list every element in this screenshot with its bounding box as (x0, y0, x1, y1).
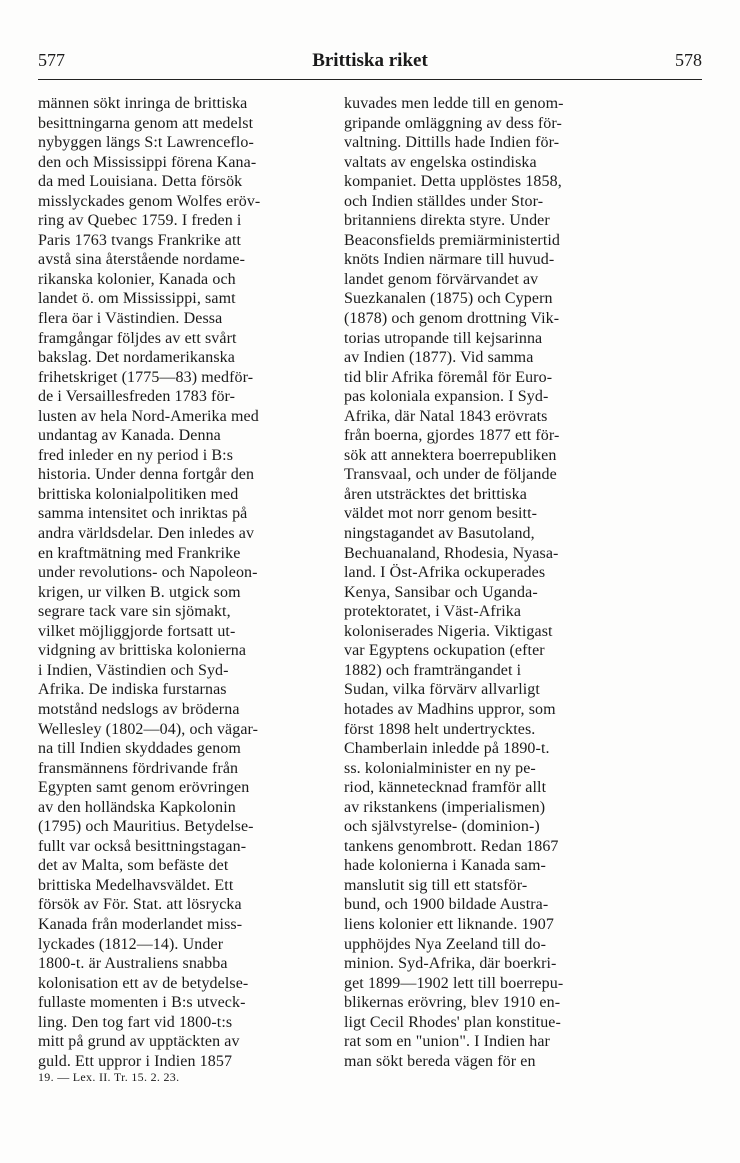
text-line: ring av Quebec 1759. I freden i (38, 212, 242, 230)
text-line: Transvaal, och under de följande (344, 466, 557, 484)
text-line: besittningarna genom att medelst (38, 114, 254, 132)
text-line: (1878) och genom drottning Vik- (344, 310, 560, 328)
text-line: Suezkanalen (1875) och Cypern (344, 290, 553, 308)
text-line: och Indien ställdes under Stor- (344, 192, 544, 210)
text-line: Chamberlain inledde på 1890-t. (344, 740, 550, 758)
running-title: Brittiska riket (312, 50, 428, 71)
text-line: av rikstankens (imperialismen) (344, 798, 546, 816)
text-line: Afrika, där Natal 1843 erövrats (344, 407, 548, 425)
text-line: tid blir Afrika föremål för Euro- (344, 368, 553, 386)
left-column (38, 94, 324, 1071)
text-line: avstå sina återstående nordame- (38, 251, 246, 269)
text-line: minion. Syd-Afrika, där boerkri- (344, 955, 557, 973)
text-line: en kraftmätning med Frankrike (38, 544, 241, 562)
text-line: lusten av hela Nord-Amerika med (38, 407, 259, 425)
text-line: segrare tack vare sin sjömakt, (38, 603, 231, 621)
text-line: gripande omläggning av dess för- (344, 114, 562, 132)
text-line: get 1899—1902 lett till boerrepu- (344, 974, 564, 992)
text-line: kompaniet. Detta upplöstes 1858, (344, 173, 562, 191)
text-line: 1882) och framträngandet i (344, 661, 522, 679)
text-line: fransmännens fördrivande från (38, 759, 239, 777)
text-line: framgångar följdes av ett svårt (38, 329, 237, 347)
text-line: kolonisation ett av de betydelse- (38, 974, 249, 992)
text-line: Bechuanaland, Rhodesia, Nyasa- (344, 544, 559, 562)
text-line: och självstyrelse- (dominion-) (344, 818, 540, 836)
text-line: historia. Under denna fortgår den (38, 466, 255, 484)
text-line: männen sökt inringa de brittiska (38, 95, 248, 112)
text-line: Sudan, vilka förvärv allvarligt (344, 681, 540, 699)
right-column (344, 94, 630, 1071)
text-line: (1795) och Mauritius. Betydelse- (38, 818, 254, 836)
text-line: frihetskriget (1775—83) medför- (38, 368, 254, 386)
text-line: ling. Den tog fart vid 1800-t:s (38, 1013, 233, 1031)
text-line: ligt Cecil Rhodes' plan konstitue- (344, 1013, 561, 1031)
text-line: tankens genombrott. Redan 1867 (344, 837, 559, 855)
text-line: andra världsdelar. Den inledes av (38, 525, 255, 543)
text-line: under revolutions- och Napoleon- (38, 564, 258, 582)
text-line: pas koloniala expansion. I Syd- (344, 388, 549, 406)
text-line: ningstagandet av Basutoland, (344, 525, 535, 543)
text-line: rikanska kolonier, Kanada och (38, 270, 236, 288)
text-line: undantag av Kanada. Denna (38, 427, 221, 445)
text-line: var Egyptens ockupation (efter (344, 642, 545, 660)
text-line: Afrika. De indiska furstarnas (38, 681, 227, 699)
text-line: fullt var också besittningstagan- (38, 837, 247, 855)
text-line: i Indien, Västindien och Syd- (38, 661, 229, 679)
page-header (38, 50, 702, 78)
text-line: mitt på grund av upptäckten av (38, 1033, 240, 1051)
text-line: fullaste momenten i B:s utveck- (38, 994, 246, 1012)
text-line: kuvades men ledde till en genom- (344, 95, 564, 112)
text-line: misslyckades genom Wolfes eröv- (38, 192, 261, 210)
text-line: åren utsträcktes det brittiska (344, 485, 527, 503)
text-line: liens kolonier ett liknande. 1907 (344, 915, 554, 933)
header-rule (38, 79, 702, 80)
text-line: av den holländska Kapkolonin (38, 798, 236, 816)
text-line: nybyggen längs S:t Lawrenceflo- (38, 134, 254, 152)
text-line: Egypten samt genom erövringen (38, 779, 250, 797)
text-line: hotades av Madhins uppror, som (344, 700, 556, 718)
text-line: av Indien (1877). Vid samma (344, 349, 534, 367)
page-number-right: 578 (675, 50, 702, 70)
text-line: samma intensitet och inriktas på (38, 505, 248, 523)
text-line: den och Mississippi förena Kana- (38, 153, 257, 171)
printer-signature: 19. — Lex. II. Tr. 15. 2. 23. (38, 1070, 180, 1084)
text-line: Kanada från moderlandet miss- (38, 915, 243, 933)
text-line: protektoratet, i Väst-Afrika (344, 603, 522, 621)
text-line: Wellesley (1802—04), och vägar- (38, 720, 259, 738)
text-line: motstånd nedslogs av bröderna (38, 700, 240, 718)
text-line: torias utropande till kejsarinna (344, 329, 543, 347)
text-line: sök att annektera boerrepubliken (344, 446, 557, 464)
text-line: det av Malta, som befäste det (38, 857, 229, 875)
text-line: försök av För. Stat. att lösrycka (38, 896, 242, 914)
text-line: Beaconsfields premiärministertid (344, 231, 561, 249)
text-line: land. I Öst-Afrika ockuperades (344, 564, 546, 582)
text-line: man sökt bereda vägen för en (344, 1052, 536, 1070)
text-line: manslutit sig till ett statsför- (344, 876, 528, 894)
text-line: riod, kännetecknad framför allt (344, 779, 547, 797)
text-line: knöts Indien närmare till huvud- (344, 251, 555, 269)
text-line: lyckades (1812—14). Under (38, 935, 224, 953)
text-line: de i Versaillesfreden 1783 för- (38, 388, 236, 406)
text-line: upphöjdes Nya Zeeland till do- (344, 935, 547, 953)
text-line: vilket möjliggjorde fortsatt ut- (38, 622, 236, 640)
text-line: först 1898 helt undertrycktes. (344, 720, 536, 738)
text-line: koloniserades Nigeria. Viktigast (344, 622, 553, 640)
text-line: blikernas erövring, blev 1910 en- (344, 994, 561, 1012)
text-line: valtats av engelska ostindiska (344, 153, 537, 171)
text-line: bakslag. Det nordamerikanska (38, 349, 235, 367)
text-line: Kenya, Sansibar och Uganda- (344, 583, 538, 601)
text-line: ss. kolonialminister en ny pe- (344, 759, 536, 777)
text-line: fred inleder en ny period i B:s (38, 446, 234, 464)
text-line: guld. Ett uppror i Indien 1857 (38, 1052, 233, 1070)
text-line: 1800-t. är Australiens snabba (38, 955, 228, 973)
text-line: brittiska Medelhavsväldet. Ett (38, 876, 234, 894)
text-line: från boerna, gjordes 1877 ett för- (344, 427, 560, 445)
text-line: britanniens direkta styre. Under (344, 212, 550, 230)
text-line: na till Indien skyddades genom (38, 740, 241, 758)
text-line: brittiska kolonialpolitiken med (38, 485, 239, 503)
text-line: vidgning av brittiska kolonierna (38, 642, 247, 660)
text-line: väldet mot norr genom besitt- (344, 505, 538, 523)
text-line: da med Louisiana. Detta försök (38, 173, 243, 191)
page-number-left: 577 (38, 50, 65, 70)
text-line: landet ö. om Mississippi, samt (38, 290, 236, 308)
text-line: bund, och 1900 bildade Austra- (344, 896, 549, 914)
text-line: Paris 1763 tvangs Frankrike att (38, 231, 242, 249)
text-line: landet genom förvärvandet av (344, 270, 539, 288)
text-line: hade kolonierna i Kanada sam- (344, 857, 546, 875)
text-line: valtning. Dittills hade Indien för- (344, 134, 560, 152)
text-line: rat som en "union". I Indien har (344, 1033, 550, 1051)
text-line: krigen, ur vilken B. utgick som (38, 583, 241, 601)
text-line: flera öar i Västindien. Dessa (38, 310, 223, 328)
